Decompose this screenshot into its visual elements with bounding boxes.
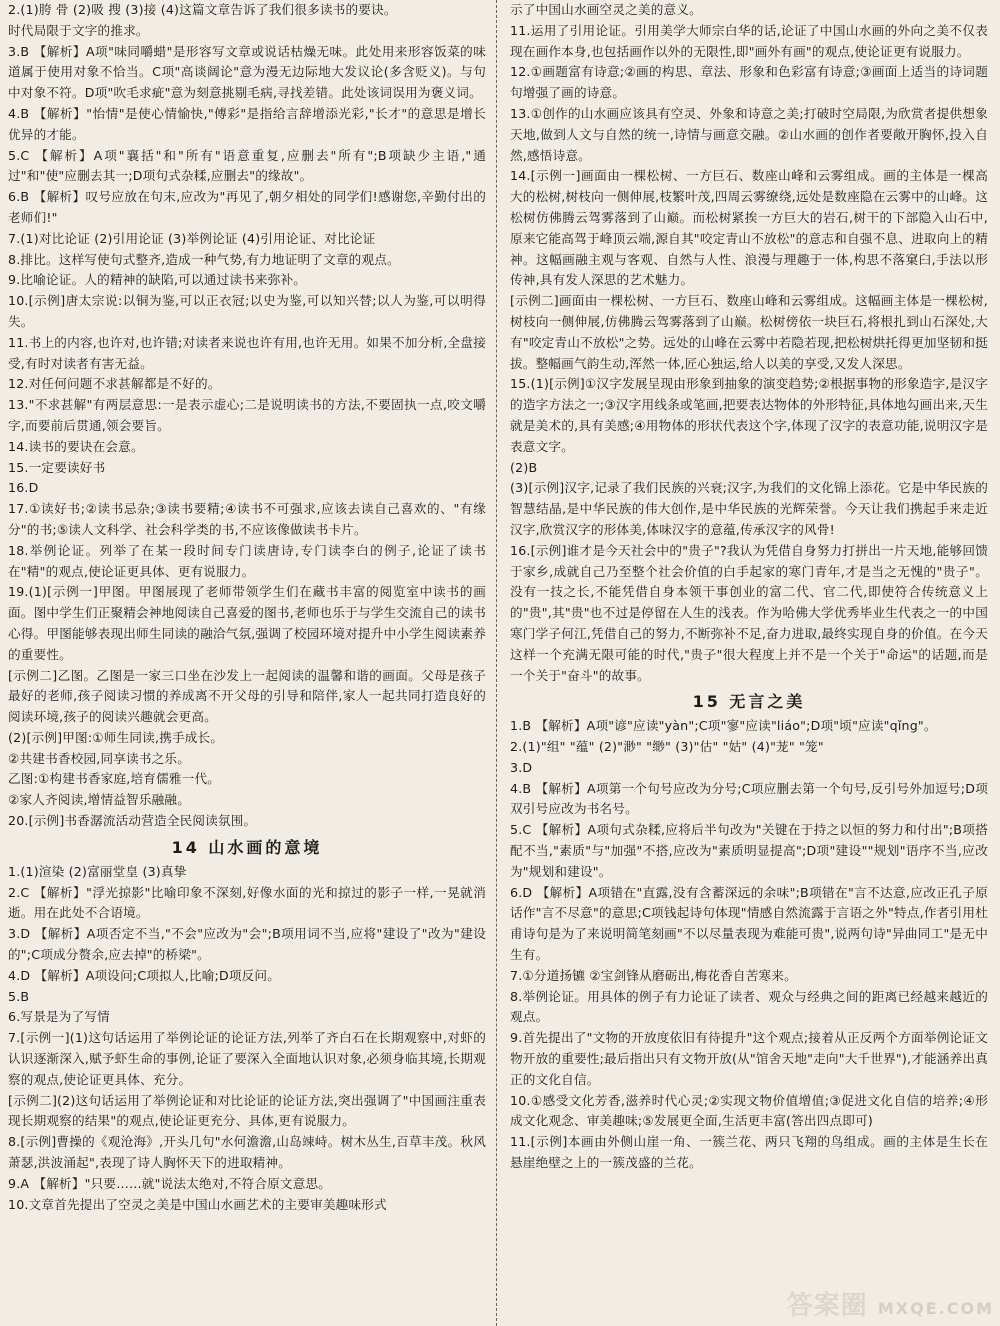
answer-item: 5.C 【解析】A项"襄括"和"所有"语意重复,应删去"所有";B项缺少主语,"通过"和"使"应删去其一;D项句式杂糅,应删去"的缘故"。: [8, 147, 486, 184]
answer-item: [示例二](2)这句话运用了举例论证和对比论证的论证方法,突出强调了"中国画注重表现长期观察的结果"的观点,使论证更充分、具体,更有说服力。: [8, 1092, 486, 1129]
answer-item: 4.B 【解析】"怡情"是使心情愉快,"傅彩"是指给言辞增添光彩,"长才"的意思是增长优异的才能。: [8, 105, 486, 142]
answer-item: 2.(1)胯 骨 (2)吸 搜 (3)接 (4)这篇文章告诉了我们很多读书的要诀。: [8, 2, 397, 17]
answer-item: 16.[示例]谁才是今天社会中的"贵子"?我认为凭借自身努力打拼出一片天地,能够回馈于家乡,成就自己乃至整个社会价值的白手起家的寒门青年,才是当之无愧的"贵子"。没有一技之长,不能凭借自身本领干事创业的富二代、官二代,即使符合传统意义上的"贵",其"贵"也不过是停留在人生的浅表。作为哈佛大学优秀毕业生代表之一的中国寒门学子何江,凭借自己的努力,不断弥补不足,奋力进取,最终实现自身的价值。在今天这样一个充满无限可能的时代,"贵子"很大程度上并不是一个关于"命运"的话题,而是一个关于"奋斗"的故事。: [510, 542, 988, 683]
answer-item: 9.A 【解析】"只要……就"说法太绝对,不符合原文意思。: [8, 1175, 332, 1191]
answer-item: 13.①创作的山水画应该具有空灵、外象和诗意之美;打破时空局限,为欣赏者提供想象天地,做到人文与自然的统一,诗情与画意交融。②山水画的创作者要敞开胸怀,投入自然,感悟诗意。: [510, 105, 988, 163]
answer-item: 17.①读好书;②读书忌杂;③读书要精;④读书不可强求,应该去读自己喜欢的、"有缘分"的书;⑤读人文科学、社会科学类的书,不应该像做读书卡片。: [8, 501, 486, 537]
answer-item: 15.(1)[示例]①汉字发展呈现由形象到抽象的演变趋势;②根据事物的形象造字,是汉字的造字方法之一;③汉字用线条或笔画,把要表达物体的外形特征,具体地勾画出来,天生就是美术的,具有美感;④用物体的形状代表这个字,体现了汉字的表意功能,说明汉字是表意文字。: [510, 376, 988, 454]
answer-item: 乙图:①构建书香家庭,培育儒雅一代。: [8, 771, 221, 787]
answer-item: 8.排比。这样写使句式整齐,造成一种气势,有力地证明了文章的观点。: [8, 251, 400, 267]
answer-item: 16.D: [8, 480, 39, 496]
answer-item: 1.B 【解析】A项"谚"应读"yàn";C项"寥"应读"liáo";D项"顷"应读"qǐng"。: [510, 718, 937, 734]
left-column: [8, 0, 486, 1326]
watermark-logo: [787, 1285, 994, 1322]
answer-item: 10.①感受文化芳香,滋养时代心灵;②实现文物价值增值;③促进文化自信的培养;④形成文化观念、审美趣味;⑤发展更全面,生活更丰富(答出四点即可): [510, 1092, 988, 1129]
answer-item: 5.C 【解析】A项句式杂糅,应将后半句改为"关键在于持之以恒的努力和付出";B项搭配不当,"素质"与"加强"不搭,应改为"素质明显提高";D项"建设""规划"语序不当,应改为"规划和建设"。: [510, 822, 988, 879]
answer-item: 14.读书的要诀在会意。: [8, 438, 144, 454]
answer-item: 11.运用了引用论证。引用美学大师宗白华的话,论证了中国山水画的外向之美不仅表现在画作本身,也包括画作以外的无限性,即"画外有画"的观点,使论证更有说服力。: [510, 22, 988, 59]
watermark-brand: 答案圈: [786, 1291, 868, 1321]
answer-item: [示例二]乙图。乙图是一家三口坐在沙发上一起阅读的温馨和谐的画面。父母是孩子最好的老师,孩子阅读习惯的养成离不开父母的引导和陪伴,家人一起共同打造良好的阅读环境,孩子的阅读兴趣就会更高。: [8, 667, 486, 725]
answer-item: (2)[示例]甲图:①师生同读,携手成长。: [8, 729, 224, 745]
answer-item: 4.B 【解析】A项第一个句号应改为分号;C项应删去第一个句号,反引号外加逗号;D项双引号应改为书名号。: [510, 780, 988, 817]
answer-item: 6.写景是为了写情: [8, 1009, 110, 1025]
answer-item: 20.[示例]书香潺流活动营造全民阅读氛围。: [8, 813, 257, 829]
answer-item: 6.D 【解析】A项错在"直露,没有含蓄深远的余味";B项错在"言不达意,应改正孔子原话作"言不尽意"的意思;C项钱起诗句体现"情感自然流露于言语之外"特点,作者引用杜甫诗句是为了来说明简笔刻画"不以尽量表现为难能可贵",说两句诗"异曲同工"是无中生有。: [510, 884, 988, 963]
answer-item: 12.①画题富有诗意;②画的构思、章法、形象和色彩富有诗意;③画面上适当的诗词题句增强了画的诗意。: [510, 64, 988, 101]
answer-item: 8.[示例]曹操的《观沧海》,开头几句"水何澹澹,山岛竦峙。树木丛生,百草丰茂。秋风萧瑟,洪波涌起",表现了诗人胸怀天下的进取精神。: [8, 1134, 486, 1171]
answer-item: 10.[示例]唐太宗说:以铜为鉴,可以正衣冠;以史为鉴,可以知兴替;以人为鉴,可以明得失。: [8, 293, 486, 329]
answer-item: [示例二]画面由一棵松树、一方巨石、数座山峰和云雾组成。这幅画主体是一棵松树,树枝向一侧伸展,仿佛腾云驾雾落到了山巅。松树傍依一块巨石,将根扎到山石深处,大有"咬定青山不放松"之势。远处的山峰在云雾中若隐若现,把松树烘托得更加坚韧和挺拔。整幅画气韵生动,浑然一体,匠心独运,给人以美的享受,又发人深思。: [510, 293, 988, 371]
answer-item: 19.(1)[示例一]甲图。甲图展现了老师带领学生们在藏书丰富的阅览室中读书的画面。图中学生们正聚精会神地阅读自己喜爱的图书,老师也乐于与学生交流自己的读书心得。甲图能够表现出师生同读的融洽气氛,强调了校园环境对提升中小学生阅读素养的重要性。: [8, 584, 486, 662]
answer-item: 15.一定要读好书: [8, 459, 106, 475]
answer-item: 2.(1)"组" "蕴" (2)"渺" "缈" (3)"估" "姑" (4)"茏" "笼": [510, 739, 824, 755]
answer-item: 时代局限于文字的推求。: [8, 22, 149, 38]
answer-item: 3.B 【解析】A项"味同嚼蜡"是形容写文章或说话枯燥无味。此处用来形容饭菜的味道属于使用对象不恰当。C项"高谈阔论"意为漫无边际地大发议论(多含贬义)。与句中对象不符。D项"吹毛求疵"意为刻意挑剔毛病,寻找差错。此处该词误用为褒义词。: [8, 43, 486, 101]
watermark-site: MXQE.COM: [877, 1299, 994, 1318]
answer-item: 7.(1)对比论证 (2)引用论证 (3)举例论证 (4)引用论证、对比论证: [8, 230, 376, 246]
answer-item: 5.B: [8, 988, 30, 1004]
answer-item: 7.①分道扬镳 ②宝剑锋从磨砺出,梅花香自苦寒来。: [510, 967, 797, 983]
column-divider: [496, 0, 497, 1326]
answer-item: (2)B: [510, 459, 538, 475]
section-title: 14 山水画的意境: [171, 837, 323, 857]
answer-item: 13."不求甚解"有两层意思:一是表示虚心;二是说明读书的方法,不要固执一点,咬文嚼字,而要前后贯通,领会要旨。: [8, 397, 486, 433]
answer-item: ②家人齐阅读,增情益智乐融融。: [8, 792, 191, 808]
answer-item: 10.文章首先提出了空灵之美是中国山水画艺术的主要审美趣味形式: [8, 1196, 387, 1212]
answer-item: 1.(1)渲染 (2)富丽堂皇 (3)真挚: [8, 863, 187, 879]
answer-item: ②共建书香校园,同享读书之乐。: [8, 750, 191, 766]
answer-item: 6.B 【解析】叹号应放在句末,应改为"再见了,朝夕相处的同学们!感谢您,辛勤付出的老师们!": [8, 189, 486, 225]
answer-item: (3)[示例]汉字,记录了我们民族的兴衰;汉字,为我们的文化锦上添花。它是中华民族的智慧结晶,是中华民族的伟大创作,是中华民族的光辉荣誉。今天让我们携起手来走近汉字,欣赏汉字的形体美,体味汉字的意蕴,传承汉字的风骨!: [510, 480, 988, 537]
answer-item: 7.[示例一](1)这句话运用了举例论证的论证方法,列举了齐白石在长期观察中,对虾的认识逐渐深入,赋予虾生命的事例,论证了要深入全面地认识对象,必须身临其境,长期观察的观点,使论证更具体、充分。: [8, 1030, 486, 1087]
answer-item: 11.[示例]本画由外侧山崖一角、一簇兰花、两只飞翔的鸟组成。画的主体是生长在悬崖绝壁之上的一簇茂盛的兰花。: [510, 1134, 988, 1171]
answer-item: 3.D: [510, 759, 533, 775]
answer-item: 11.书上的内容,也许对,也许错;对读者来说也许有用,也许无用。如果不加分析,全盘接受,有时对读者有害无益。: [8, 334, 486, 371]
answer-item: 9.首先提出了"文物的开放度依旧有待提升"这个观点;接着从正反两个方面举例论证文物开放的重要性;最后指出只有文物开放(从"馆舍天地"走向"大千世界"),才能涵养出真正的文化自信。: [510, 1030, 988, 1087]
answer-item: 18.举例论证。列举了在某一段时间专门读唐诗,专门读李白的例子,论证了读书在"精"的观点,使论证更具体、更有说服力。: [8, 542, 486, 579]
answer-item: 14.[示例一]画面由一棵松树、一方巨石、数座山峰和云雾组成。画的主体是一棵高大的松树,树枝向一侧伸展,枝繁叶茂,四周云雾缭绕,远处是数座隐在云雾中的山峰。这松树仿佛腾云驾雾落到了山巅。而松树紧挨一方巨大的岩石,树干的下部隐入山石中,原来它能高驾于峰顶云端,源自其"咬定青山不放松"的意志和自强不息、进取向上的精神。这幅画融主观与客观、自然与人性、浪漫与理趣于一体,构思不落窠臼,手法以形传神,具有发人深思的艺术魅力。: [510, 168, 988, 288]
answer-item: 12.对任何问题不求甚解都是不好的。: [8, 376, 221, 392]
answer-item: 3.D 【解析】A项否定不当,"不会"应改为"会";B项用词不当,应将"建设了"改为"建设的";C项成分赘余,应去掉"的桥梁"。: [8, 926, 486, 963]
answer-item: 2.C 【解析】"浮光掠影"比喻印象不深刻,好像水面的光和掠过的影子一样,一晃就消逝。用在此处不合语境。: [8, 884, 486, 921]
answer-item: 9.比喻论证。人的精神的缺陷,可以通过读书来弥补。: [8, 272, 307, 288]
answer-item: 4.D 【解析】A项设问;C项拟人,比喻;D项反问。: [8, 967, 281, 983]
right-column: [510, 0, 988, 1326]
section-title: 15 无言之美: [692, 692, 806, 712]
answer-item: 8.举例论证。用具体的例子有力论证了读者、观众与经典之间的距离已经越来越近的观点。: [510, 988, 988, 1025]
answer-item: 示了中国山水画空灵之美的意义。: [510, 2, 702, 17]
